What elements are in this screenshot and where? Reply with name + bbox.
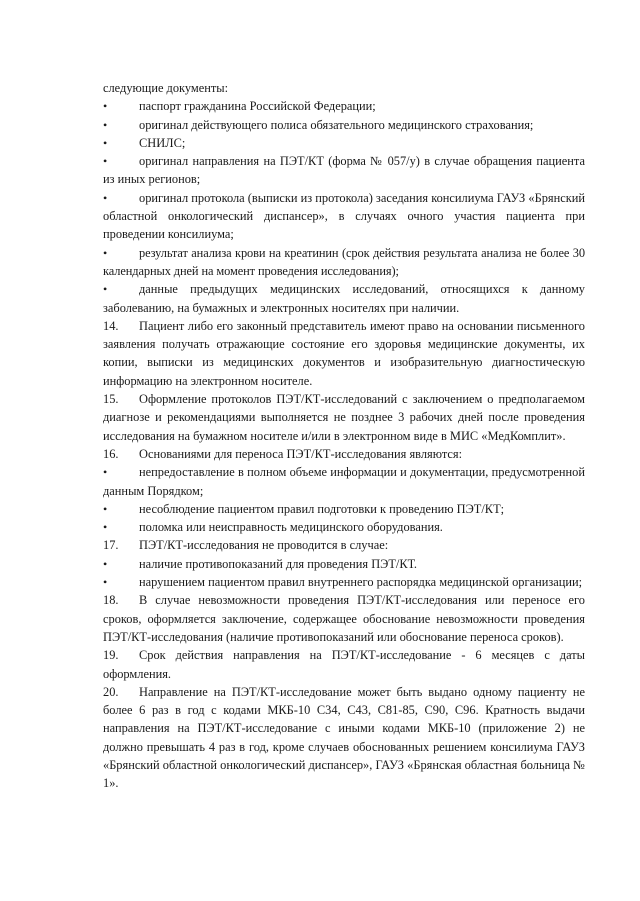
- bullet-icon: •: [103, 520, 108, 535]
- numbered-paragraph: [103, 390, 585, 445]
- list-item-text: оригинал действующего полиса обязательного медицинского страхования;: [139, 117, 534, 132]
- list-item-text: нарушением пациентом правил внутреннего распорядка медицинской организации;: [139, 575, 583, 590]
- numbered-paragraph: [103, 445, 585, 463]
- bullet-icon: •: [103, 154, 108, 169]
- list-item-text: наличие противопоказаний для проведения ПЭТ/КТ.: [139, 556, 418, 571]
- paragraph-number: 16.: [103, 446, 119, 461]
- numbered-paragraph: [103, 591, 585, 646]
- bullet-icon: •: [103, 135, 108, 150]
- bullet-icon: •: [103, 117, 108, 132]
- list-item: [103, 97, 585, 115]
- numbered-paragraph: [103, 646, 585, 683]
- bullet-icon: •: [103, 501, 108, 516]
- list-item: [103, 518, 585, 536]
- bullet-icon: •: [103, 190, 108, 205]
- paragraph-text: Срок действия направления на ПЭТ/КТ-исследование - 6 месяцев с даты оформления.: [103, 648, 585, 681]
- list-item: [103, 573, 585, 591]
- paragraph-number: 18.: [103, 593, 119, 608]
- list-item: [103, 134, 585, 152]
- list-item: [103, 244, 585, 281]
- numbered-paragraph: [103, 683, 585, 793]
- list-item-text: оригинал направления на ПЭТ/КТ (форма № 057/у) в случае обращения пациента из иных регионов;: [103, 154, 585, 187]
- document-page: [103, 79, 585, 793]
- paragraph-number: 15.: [103, 392, 119, 407]
- list-item: [103, 463, 585, 500]
- list-item: [103, 189, 585, 244]
- bullet-icon: •: [103, 556, 108, 571]
- paragraph-number: 20.: [103, 684, 119, 699]
- list-item-text: оригинал протокола (выписки из протокола) заседания консилиума ГАУЗ «Брянский областной онкологический диспансер», в случаях очного участия пациента при проведении консилиума;: [103, 190, 585, 242]
- paragraph-text: В случае невозможности проведения ПЭТ/КТ-исследования или переносе его сроков, оформляется заключение, содержащее обоснование невозможности проведения ПЭТ/КТ-исследования (наличие противопоказаний или обоснование переноса сроков).: [103, 593, 585, 644]
- bullet-icon: •: [103, 575, 108, 590]
- paragraph-text: Направление на ПЭТ/КТ-исследование может быть выдано одному пациенту не более 6 раз в год с кодами МКБ-10 С34, С43, С81-85, С90, С96. Кратность выдачи направления на ПЭТ/КТ-исследование с иными кодами МКБ-10 (приложение 2) не должно превышать 4 раз в год, кроме случаев обоснованных решением консилиума ГАУЗ «Брянский областной онкологический диспансер», ГАУЗ «Брянская областная больница № 1».: [103, 684, 585, 791]
- list-item: [103, 152, 585, 189]
- paragraph-text: Оформление протоколов ПЭТ/КТ-исследований с заключением о предполагаемом диагнозе и рекомендациями выполняется не позднее 3 рабочих дней после проведения исследования на бумажном носителе и/или в электронном виде в МИС «МедКомплит».: [103, 392, 585, 443]
- list-item: [103, 116, 585, 134]
- paragraph-number: 14.: [103, 318, 119, 333]
- list-item: [103, 555, 585, 573]
- paragraph-text: ПЭТ/КТ-исследования не проводится в случае:: [139, 538, 389, 553]
- bullet-icon: •: [103, 465, 108, 480]
- list-item: [103, 280, 585, 317]
- list-item-text: поломка или неисправность медицинского оборудования.: [139, 520, 443, 535]
- numbered-paragraph: [103, 536, 585, 554]
- intro-line: следующие документы:: [103, 81, 229, 95]
- numbered-paragraph: [103, 317, 585, 390]
- bullet-icon: •: [103, 282, 108, 297]
- paragraph-text: Пациент либо его законный представитель имеют право на основании письменного заявления получать отражающие состояние его здоровья медицинские документы, их копии, выписки из медицинских документов и изобразительную диагностическую информацию на электронном носителе.: [103, 318, 585, 388]
- bullet-icon: •: [103, 245, 108, 260]
- bullet-icon: •: [103, 99, 108, 114]
- paragraph-number: 17.: [103, 538, 119, 553]
- list-item-text: СНИЛС;: [139, 135, 186, 150]
- list-item-text: непредоставление в полном объеме информации и документации, предусмотренной данным Порядком;: [103, 465, 585, 498]
- list-item-text: паспорт гражданина Российской Федерации;: [139, 99, 376, 114]
- paragraph-number: 19.: [103, 648, 119, 663]
- list-item: [103, 500, 585, 518]
- list-item-text: данные предыдущих медицинских исследований, относящихся к данному заболеванию, на бумажных и электронных носителях при наличии.: [103, 282, 585, 315]
- list-item-text: результат анализа крови на креатинин (срок действия результата анализа не более 30 календарных дней на момент проведения исследования);: [103, 245, 585, 278]
- list-item-text: несоблюдение пациентом правил подготовки к проведению ПЭТ/КТ;: [139, 501, 505, 516]
- paragraph-text: Основаниями для переноса ПЭТ/КТ-исследования являются:: [139, 446, 463, 461]
